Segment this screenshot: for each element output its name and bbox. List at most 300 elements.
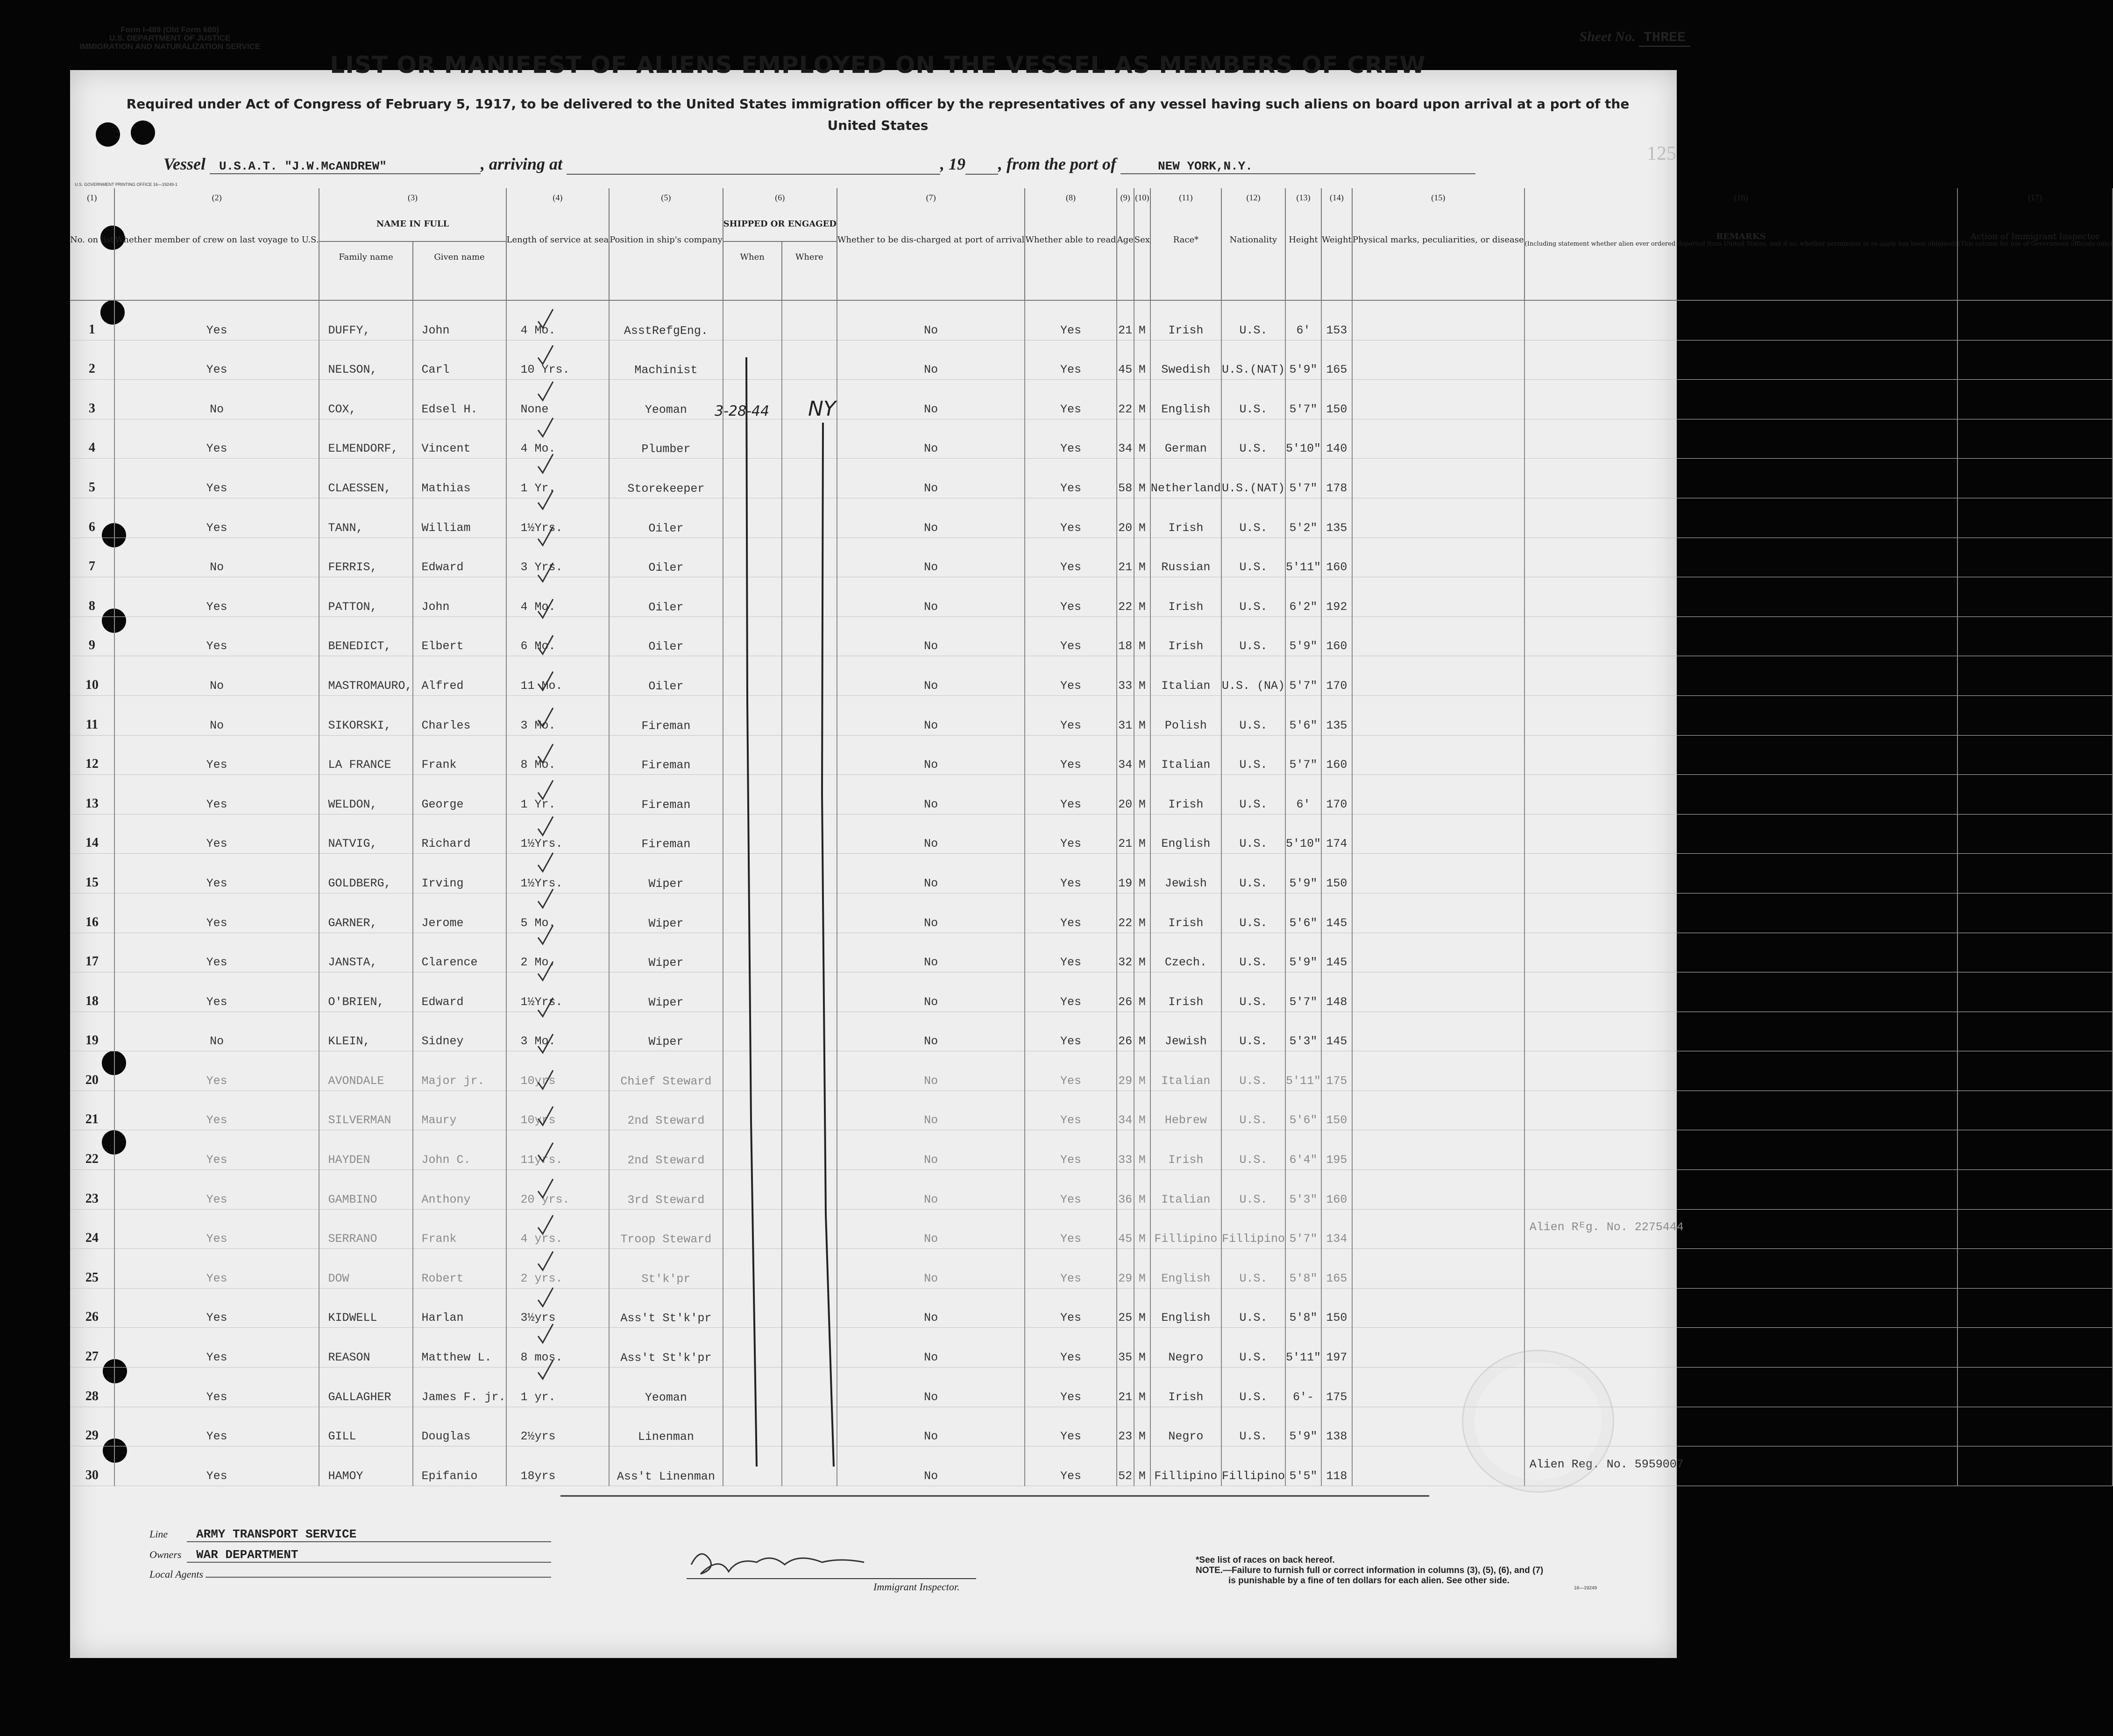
tick-mark <box>538 889 553 908</box>
tick-mark <box>538 382 553 400</box>
line-value: ARMY TRANSPORT SERVICE <box>187 1527 551 1542</box>
age: 22 <box>1117 380 1134 419</box>
given-name: James F. jr. <box>413 1368 506 1407</box>
family-name: SERRANO <box>319 1209 412 1249</box>
given-name: Edward <box>413 972 506 1012</box>
family-name: O'BRIEN, <box>319 972 412 1012</box>
sex: M <box>1134 1091 1150 1130</box>
given-name: Robert <box>413 1249 506 1289</box>
col14-num: (14) <box>1321 188 1352 207</box>
age: 29 <box>1117 1051 1134 1091</box>
footer-notes <box>1196 1555 1543 1586</box>
crew-last-voyage: Yes <box>114 616 319 656</box>
discharged: No <box>837 538 1025 577</box>
race: Fillipino <box>1150 1446 1221 1486</box>
col13-num: (13) <box>1285 188 1321 207</box>
able-to-read: Yes <box>1025 380 1116 419</box>
discharged: No <box>837 1209 1025 1249</box>
row-number: 8 <box>70 577 114 617</box>
weight: 148 <box>1321 972 1352 1012</box>
crew-last-voyage: No <box>114 695 319 735</box>
position: Wiper <box>609 1012 723 1051</box>
age: 22 <box>1117 893 1134 933</box>
age: 22 <box>1117 577 1134 617</box>
row-number: 2 <box>70 340 114 380</box>
given-name: Frank <box>413 735 506 775</box>
weight: 178 <box>1321 459 1352 498</box>
inspector-signature <box>691 1554 864 1574</box>
able-to-read: Yes <box>1025 1249 1116 1289</box>
row-number: 29 <box>70 1407 114 1446</box>
length-of-service: 1½Yrs. <box>506 972 610 1012</box>
discharged: No <box>837 1368 1025 1407</box>
length-of-service: 10yrs <box>506 1091 610 1130</box>
col3-header: NAME IN FULL <box>319 207 506 241</box>
nationality: U.S. <box>1221 972 1285 1012</box>
tick-mark <box>538 1360 553 1379</box>
weight: 175 <box>1321 1051 1352 1091</box>
age: 34 <box>1117 1091 1134 1130</box>
race: Irish <box>1150 300 1221 340</box>
length-of-service: 6 Mo. <box>506 616 610 656</box>
col12-num: (12) <box>1221 188 1285 207</box>
position: 2nd Steward <box>609 1130 723 1170</box>
length-of-service: 5 Mo. <box>506 893 610 933</box>
nationality: U.S. <box>1221 1249 1285 1289</box>
crew-last-voyage: No <box>114 380 319 419</box>
length-of-service: 1 Yr. <box>506 775 610 815</box>
position: AsstRefgEng. <box>609 300 723 340</box>
length-of-service: 18yrs <box>506 1446 610 1486</box>
row-number: 21 <box>70 1091 114 1130</box>
able-to-read: Yes <box>1025 1051 1116 1091</box>
inspector-action <box>1957 933 2113 972</box>
nationality: U.S. <box>1221 1130 1285 1170</box>
sex: M <box>1134 498 1150 538</box>
able-to-read: Yes <box>1025 340 1116 380</box>
position: Oiler <box>609 498 723 538</box>
weight: 197 <box>1321 1328 1352 1368</box>
row-number: 11 <box>70 695 114 735</box>
tick-mark <box>538 853 553 872</box>
age: 52 <box>1117 1446 1134 1486</box>
race: English <box>1150 1288 1221 1328</box>
sex: M <box>1134 972 1150 1012</box>
row-number: 5 <box>70 459 114 498</box>
sex: M <box>1134 380 1150 419</box>
crew-last-voyage: No <box>114 538 319 577</box>
inspector-action <box>1957 1012 2113 1051</box>
family-name: KIDWELL <box>319 1288 412 1328</box>
nationality: U.S. (NA) <box>1221 656 1285 696</box>
crew-last-voyage: Yes <box>114 735 319 775</box>
family-name: GARNER, <box>319 893 412 933</box>
inspector-action <box>1957 1209 2113 1249</box>
sex: M <box>1134 775 1150 815</box>
family-name: COX, <box>319 380 412 419</box>
nationality: U.S. <box>1221 1288 1285 1328</box>
position: Ass't St'k'pr <box>609 1288 723 1328</box>
given-name: Harlan <box>413 1288 506 1328</box>
crew-last-voyage: Yes <box>114 300 319 340</box>
age: 20 <box>1117 775 1134 815</box>
discharged: No <box>837 1249 1025 1289</box>
inspector-action <box>1957 1288 2113 1328</box>
crew-last-voyage: Yes <box>114 1209 319 1249</box>
weight: 175 <box>1321 1368 1352 1407</box>
sex: M <box>1134 1249 1150 1289</box>
col6-num: (6) <box>723 188 837 207</box>
position: Ass't Linenman <box>609 1446 723 1486</box>
given-name: Jerome <box>413 893 506 933</box>
vessel-label: Vessel <box>163 155 206 173</box>
position: Storekeeper <box>609 459 723 498</box>
weight: 165 <box>1321 340 1352 380</box>
weight: 150 <box>1321 1288 1352 1328</box>
inspector-action <box>1957 498 2113 538</box>
sex: M <box>1134 893 1150 933</box>
sex: M <box>1134 933 1150 972</box>
given-name: George <box>413 775 506 815</box>
row-number: 27 <box>70 1328 114 1368</box>
given-name: Elbert <box>413 616 506 656</box>
race: Irish <box>1150 616 1221 656</box>
able-to-read: Yes <box>1025 1328 1116 1368</box>
sex: M <box>1134 656 1150 696</box>
sex: M <box>1134 1051 1150 1091</box>
col1-num: (1) <box>70 188 114 207</box>
shipped-when: 3-28-44 <box>715 403 770 419</box>
family-name: GAMBINO <box>319 1170 412 1210</box>
crew-last-voyage: Yes <box>114 814 319 854</box>
race: Italian <box>1150 656 1221 696</box>
agents-label: Local Agents <box>149 1568 204 1580</box>
length-of-service: 11yrs. <box>506 1130 610 1170</box>
able-to-read: Yes <box>1025 1130 1116 1170</box>
given-name: Matthew L. <box>413 1328 506 1368</box>
crew-last-voyage: Yes <box>114 419 319 459</box>
col9-header: Age <box>1117 207 1134 272</box>
sheet-value: THREE <box>1639 30 1690 47</box>
col17-header-sub: (This column for use of Government officials only) <box>1958 240 2113 248</box>
crew-last-voyage: Yes <box>114 1130 319 1170</box>
race: Polish <box>1150 695 1221 735</box>
given-name: Douglas <box>413 1407 506 1446</box>
row-number: 28 <box>70 1368 114 1407</box>
discharged: No <box>837 1170 1025 1210</box>
service-tick-marks <box>538 309 553 1379</box>
race: Negro <box>1150 1407 1221 1446</box>
discharged: No <box>837 814 1025 854</box>
length-of-service: 10 Yrs. <box>506 340 610 380</box>
height: 5'3" <box>1285 1012 1321 1051</box>
given-name: Irving <box>413 854 506 893</box>
family-name: WELDON, <box>319 775 412 815</box>
inspector-action <box>1957 616 2113 656</box>
inspector-action <box>1957 1170 2113 1210</box>
discharged: No <box>837 933 1025 972</box>
tick-mark <box>538 1143 553 1162</box>
sex: M <box>1134 419 1150 459</box>
inspector-action <box>1957 893 2113 933</box>
discharged: No <box>837 1012 1025 1051</box>
tick-mark <box>538 1070 553 1089</box>
length-of-service: 11 Mo. <box>506 656 610 696</box>
able-to-read: Yes <box>1025 498 1116 538</box>
race: Italian <box>1150 1051 1221 1091</box>
arriving-label: , arriving at <box>481 155 563 173</box>
inspector-label: Immigrant Inspector. <box>873 1581 960 1593</box>
col13-header: Height <box>1285 207 1321 272</box>
col12-header: Nationality <box>1221 207 1285 272</box>
inspector-action <box>1957 1328 2113 1368</box>
position: 3rd Steward <box>609 1170 723 1210</box>
sex: M <box>1134 1288 1150 1328</box>
nationality: U.S. <box>1221 735 1285 775</box>
given-name: Epifanio <box>413 1446 506 1486</box>
nationality: U.S. <box>1221 814 1285 854</box>
family-name: ELMENDORF, <box>319 419 412 459</box>
discharged: No <box>837 1091 1025 1130</box>
position: Wiper <box>609 893 723 933</box>
inspector-action <box>1957 695 2113 735</box>
form-number-line2: U.S. DEPARTMENT OF JUSTICE <box>109 34 231 43</box>
form-number-line3: IMMIGRATION AND NATURALIZATION SERVICE <box>79 42 261 51</box>
given-name: John <box>413 300 506 340</box>
age: 21 <box>1117 538 1134 577</box>
tick-mark <box>538 527 553 546</box>
able-to-read: Yes <box>1025 695 1116 735</box>
able-to-read: Yes <box>1025 814 1116 854</box>
able-to-read: Yes <box>1025 1209 1116 1249</box>
race: Swedish <box>1150 340 1221 380</box>
position: Oiler <box>609 577 723 617</box>
age: 31 <box>1117 695 1134 735</box>
shipped-where: NY <box>808 397 836 421</box>
nationality: U.S. <box>1221 1328 1285 1368</box>
where-header: Where <box>782 241 837 272</box>
weight: 160 <box>1321 735 1352 775</box>
given-name: Alfred <box>413 656 506 696</box>
length-of-service: 2 yrs. <box>506 1249 610 1289</box>
tick-mark <box>538 780 553 799</box>
crew-last-voyage: Yes <box>114 893 319 933</box>
nationality: Fillipino <box>1221 1446 1285 1486</box>
owners-value: WAR DEPARTMENT <box>187 1548 551 1563</box>
age: 19 <box>1117 854 1134 893</box>
length-of-service: 3 Mo. <box>506 695 610 735</box>
age: 23 <box>1117 1407 1134 1446</box>
height: 5'6" <box>1285 893 1321 933</box>
row-number: 14 <box>70 814 114 854</box>
weight: 192 <box>1321 577 1352 617</box>
able-to-read: Yes <box>1025 1407 1116 1446</box>
tick-mark <box>538 1252 553 1270</box>
length-of-service: 1 yr. <box>506 1368 610 1407</box>
given-name: Major jr. <box>413 1051 506 1091</box>
height: 5'11" <box>1285 538 1321 577</box>
col9-num: (9) <box>1117 188 1134 207</box>
nationality: U.S. <box>1221 1407 1285 1446</box>
row-number: 20 <box>70 1051 114 1091</box>
height: 5'7" <box>1285 735 1321 775</box>
age: 26 <box>1117 1012 1134 1051</box>
row-number: 10 <box>70 656 114 696</box>
family-name: NATVIG, <box>319 814 412 854</box>
tick-mark <box>538 346 553 364</box>
discharged: No <box>837 380 1025 419</box>
position: Wiper <box>609 854 723 893</box>
race: Netherland <box>1150 459 1221 498</box>
col17-num: (17) <box>1957 188 2113 207</box>
row-number: 6 <box>70 498 114 538</box>
note-failure: NOTE.—Failure to furnish full or correct information in columns (3), (5), (6), and (7) <box>1196 1566 1544 1575</box>
col8-num: (8) <box>1025 188 1116 207</box>
crew-last-voyage: Yes <box>114 854 319 893</box>
height: 5'9" <box>1285 933 1321 972</box>
race: Irish <box>1150 1368 1221 1407</box>
age: 25 <box>1117 1288 1134 1328</box>
crew-last-voyage: Yes <box>114 1446 319 1486</box>
col11-header: Race* <box>1150 207 1221 272</box>
tick-mark <box>538 1324 553 1343</box>
height: 5'11" <box>1285 1328 1321 1368</box>
sex: M <box>1134 577 1150 617</box>
tick-mark <box>538 599 553 618</box>
weight: 160 <box>1321 1170 1352 1210</box>
able-to-read: Yes <box>1025 1091 1116 1130</box>
crew-last-voyage: Yes <box>114 459 319 498</box>
col16-header-title: REMARKS <box>1716 231 1766 241</box>
sex: M <box>1134 616 1150 656</box>
crew-last-voyage: No <box>114 656 319 696</box>
position: Chief Steward <box>609 1051 723 1091</box>
inspector-action <box>1957 459 2113 498</box>
sex: M <box>1134 1446 1150 1486</box>
tick-mark <box>538 1215 553 1234</box>
length-of-service: 4 yrs. <box>506 1209 610 1249</box>
height: 5'11" <box>1285 1051 1321 1091</box>
race: Jewish <box>1150 1012 1221 1051</box>
discharged: No <box>837 695 1025 735</box>
nationality: U.S.(NAT) <box>1221 340 1285 380</box>
race: Irish <box>1150 1130 1221 1170</box>
position: Wiper <box>609 933 723 972</box>
tick-mark <box>538 454 553 473</box>
line-label: Line <box>149 1528 168 1540</box>
height: 5'8" <box>1285 1249 1321 1289</box>
weight: 140 <box>1321 419 1352 459</box>
age: 29 <box>1117 1249 1134 1289</box>
nationality: U.S. <box>1221 933 1285 972</box>
nationality: U.S. <box>1221 1051 1285 1091</box>
discharged: No <box>837 656 1025 696</box>
discharged: No <box>837 616 1025 656</box>
discharged: No <box>837 1051 1025 1091</box>
position: Oiler <box>609 538 723 577</box>
height: 5'9" <box>1285 340 1321 380</box>
length-of-service: 8 mos. <box>506 1328 610 1368</box>
official-seal <box>1462 1350 1614 1493</box>
height: 5'6" <box>1285 1091 1321 1130</box>
weight: 118 <box>1321 1446 1352 1486</box>
nationality: Fillipino <box>1221 1209 1285 1249</box>
height: 5'10" <box>1285 419 1321 459</box>
row-number: 26 <box>70 1288 114 1328</box>
race: Czech. <box>1150 933 1221 972</box>
row-number: 16 <box>70 893 114 933</box>
crew-last-voyage: Yes <box>114 972 319 1012</box>
position: Fireman <box>609 814 723 854</box>
row-number: 12 <box>70 735 114 775</box>
height: 5'10" <box>1285 814 1321 854</box>
sheet-label: Sheet No. <box>1579 29 1636 44</box>
owners-label: Owners <box>149 1549 182 1560</box>
nationality: U.S. <box>1221 1091 1285 1130</box>
family-name: MASTROMAURO, <box>319 656 412 696</box>
able-to-read: Yes <box>1025 854 1116 893</box>
family-name: GILL <box>319 1407 412 1446</box>
length-of-service: 3 Yrs. <box>506 538 610 577</box>
col17-header <box>1957 207 2113 272</box>
row-number: 24 <box>70 1209 114 1249</box>
row-number: 19 <box>70 1012 114 1051</box>
inspector-action <box>1957 775 2113 815</box>
position: Wiper <box>609 972 723 1012</box>
given-name: Edsel H. <box>413 380 506 419</box>
length-of-service: None <box>506 380 610 419</box>
inspector-action <box>1957 1091 2113 1130</box>
crew-last-voyage: No <box>114 1012 319 1051</box>
position: Troop Steward <box>609 1209 723 1249</box>
row-number: 7 <box>70 538 114 577</box>
length-of-service: 2½yrs <box>506 1407 610 1446</box>
weight: 195 <box>1321 1130 1352 1170</box>
race: Irish <box>1150 893 1221 933</box>
weight: 145 <box>1321 933 1352 972</box>
tick-mark <box>538 563 553 581</box>
inspector-action <box>1957 1407 2113 1446</box>
tick-mark <box>538 816 553 835</box>
position: Machinist <box>609 340 723 380</box>
row-number: 9 <box>70 616 114 656</box>
weight: 150 <box>1321 380 1352 419</box>
printing-office: U.S. GOVERNMENT PRINTING OFFICE 16—19249-1 <box>75 182 177 187</box>
nationality: U.S. <box>1221 577 1285 617</box>
tick-mark <box>538 708 553 727</box>
inspector-action <box>1957 814 2113 854</box>
family-name: SILVERMAN <box>319 1091 412 1130</box>
inspector-action <box>1957 1446 2113 1486</box>
nationality: U.S. <box>1221 616 1285 656</box>
row-number: 4 <box>70 419 114 459</box>
height: 5'2" <box>1285 498 1321 538</box>
age: 34 <box>1117 419 1134 459</box>
able-to-read: Yes <box>1025 1170 1116 1210</box>
row-number: 3 <box>70 380 114 419</box>
port-label: , from the port of <box>998 155 1117 173</box>
age: 45 <box>1117 340 1134 380</box>
family-name: JANSTA, <box>319 933 412 972</box>
family-name: HAMOY <box>319 1446 412 1486</box>
race: Jewish <box>1150 854 1221 893</box>
discharged: No <box>837 577 1025 617</box>
length-of-service: 1½Yrs. <box>506 814 610 854</box>
col14-header: Weight <box>1321 207 1352 272</box>
discharged: No <box>837 1288 1025 1328</box>
discharged: No <box>837 1446 1025 1486</box>
weight: 174 <box>1321 814 1352 854</box>
